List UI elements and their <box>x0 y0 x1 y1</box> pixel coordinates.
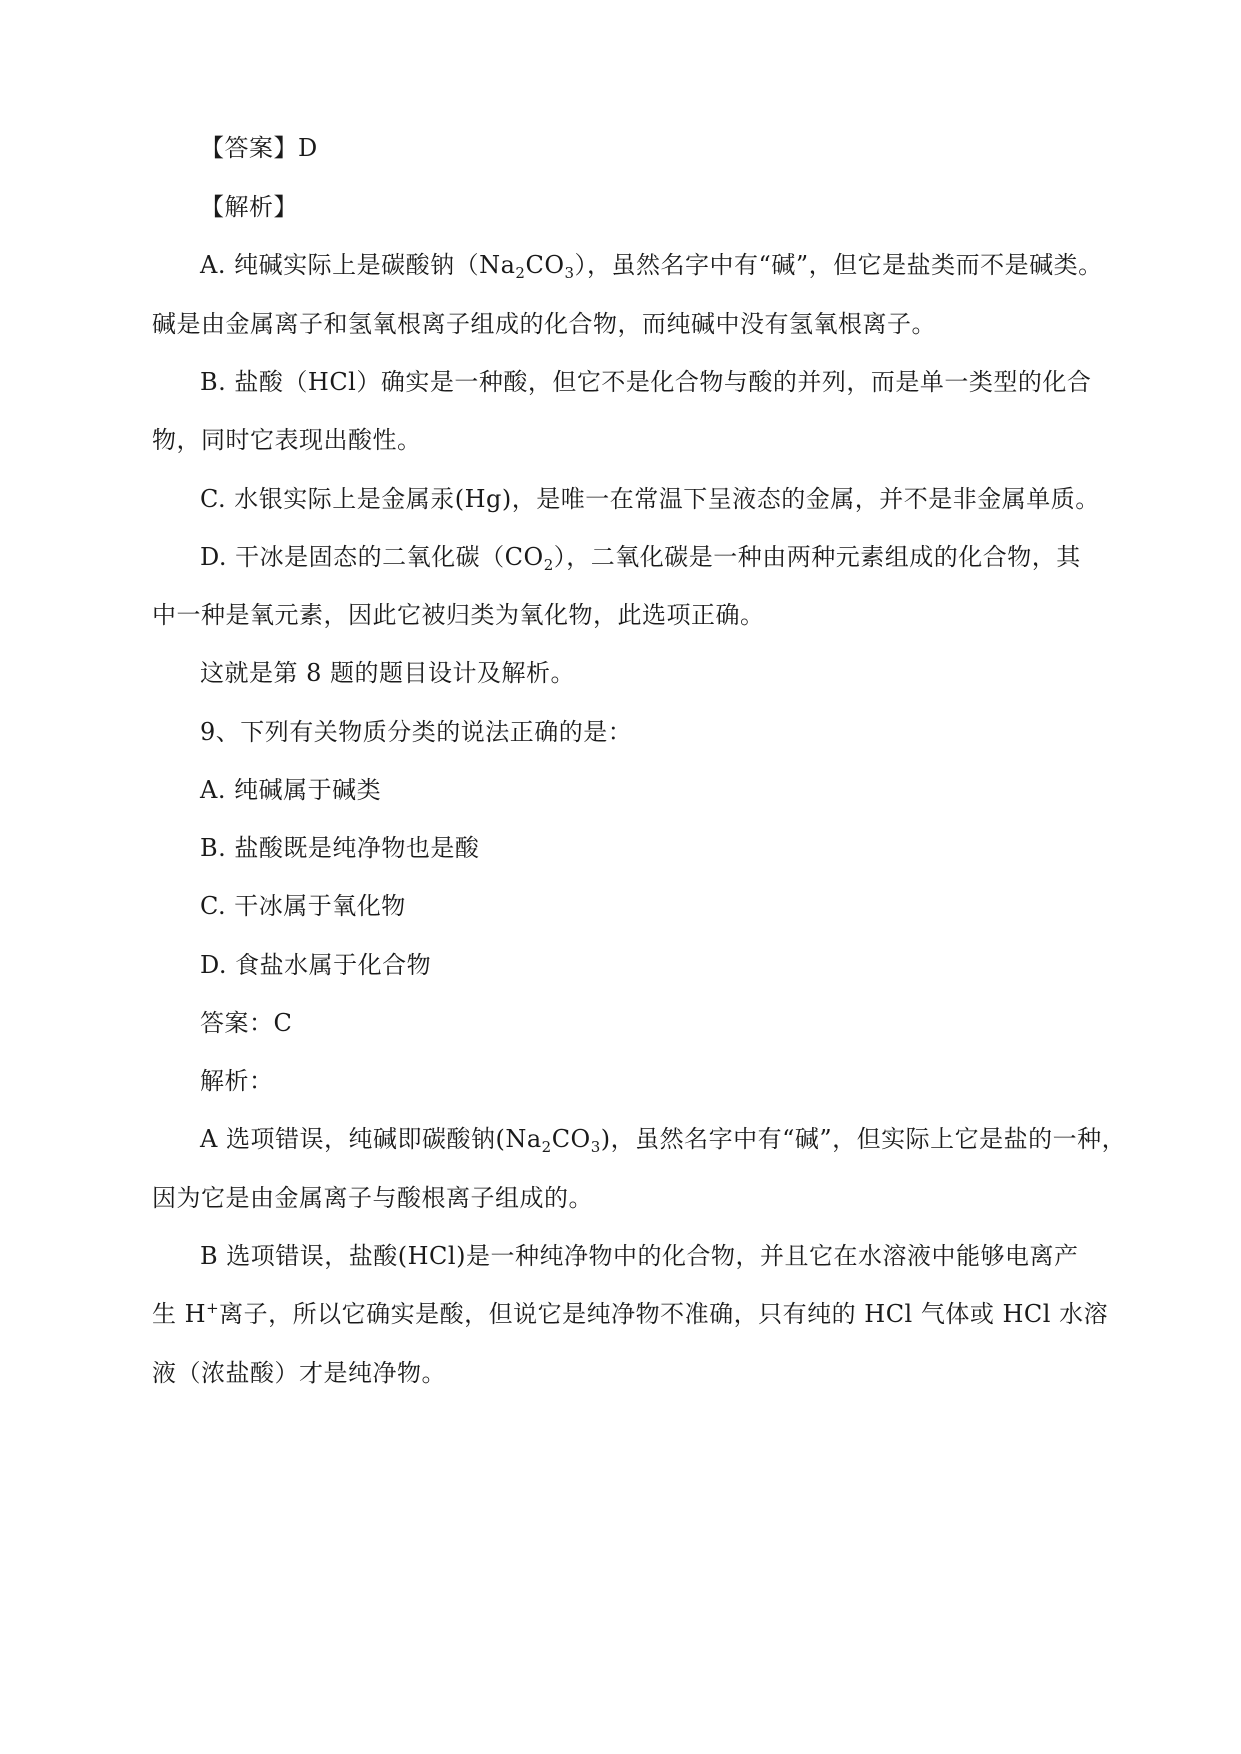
analysis-d-line: D. 干冰是固态的二氧化碳$(CO_2)$，二氧化碳是一种由两种元素组成的化合物，其 <box>200 543 1081 574</box>
analysis-c-line: C. 水银实际上是金属汞(Hg)，是唯一在常温下呈液态的金属，并不是非金属单质。 <box>200 485 1100 513</box>
q9-analysis-b-line: B 选项错误，盐酸(HCl)是一种纯净物中的化合物，并且它在水溶液中能够电离产 <box>200 1242 1079 1270</box>
q9-answer: 答案：C <box>200 1009 293 1037</box>
closing-line: 这就是第 8 题的题目设计及解析。 <box>200 659 576 687</box>
analysis-d-continuation: 中一种是氧元素，因此它被归类为氧化物，此选项正确。 <box>152 601 765 629</box>
q9-analysis-heading: 解析： <box>200 1067 274 1095</box>
question-9: 9、下列有关物质分类的说法正确的是： <box>200 718 633 746</box>
analysis-a-continuation: 碱是由金属离子和氢氧根离子组成的化合物，而纯碱中没有氢氧根离子。 <box>152 310 936 338</box>
answer-line: 【答案】D <box>200 134 318 162</box>
q9-analysis-b-line-3: 液（浓盐酸）才是纯净物。 <box>152 1359 446 1387</box>
analysis-a-line: A. 纯碱实际上是碳酸钠$(Na_2CO_3)$，虽然名字中有“碱”，但它是盐类而不是碱类。 <box>200 251 1103 282</box>
analysis-b-continuation: 物，同时它表现出酸性。 <box>152 426 422 454</box>
option-a: A. 纯碱属于碱类 <box>200 776 382 804</box>
q9-analysis-b-line-2: 生 H+离子，所以它确实是酸，但说它是纯净物不准确，只有纯的 HCl 气体或 HCl 水溶 <box>152 1299 1109 1328</box>
q9-analysis-a-line: A 选项错误，纯碱即碳酸钠$(Na_2CO_3)$，虽然名字中有“碱”，但实际上它是盐的一种， <box>200 1125 1127 1156</box>
q9-analysis-a-continuation: 因为它是由金属离子与酸根离子组成的。 <box>152 1184 593 1212</box>
analysis-b-line: B. 盐酸（HCl）确实是一种酸，但它不是化合物与酸的并列，而是单一类型的化合 <box>200 368 1092 396</box>
analysis-heading: 【解析】 <box>200 193 298 221</box>
option-b: B. 盐酸既是纯净物也是酸 <box>200 834 480 862</box>
option-c: C. 干冰属于氧化物 <box>200 892 406 920</box>
option-d: D. 食盐水属于化合物 <box>200 951 432 979</box>
